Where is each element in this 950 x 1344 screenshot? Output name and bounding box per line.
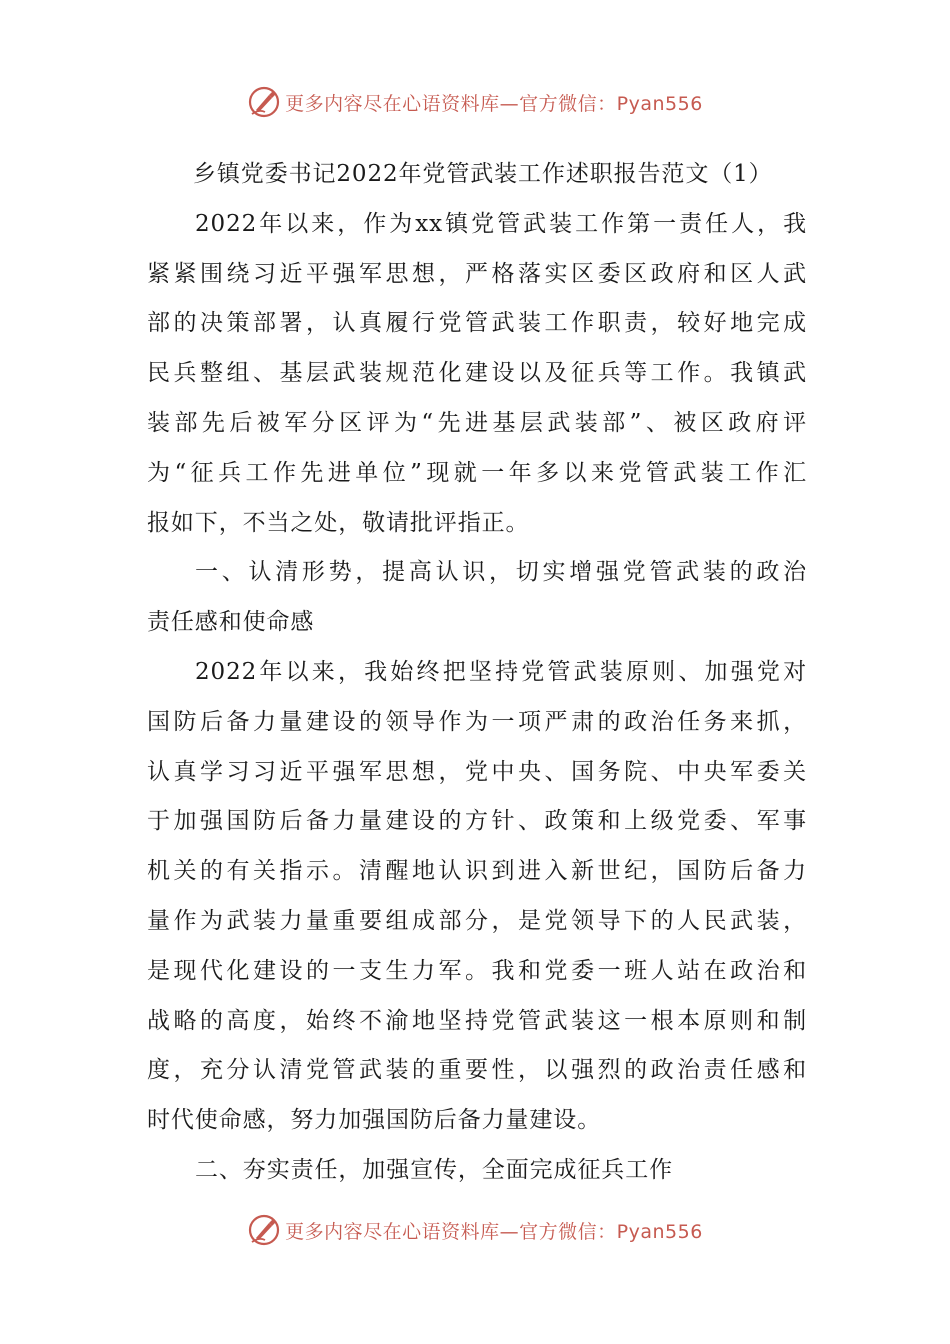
paragraph-line: 于加强国防后备力量建设的方针、政策和上级党委、军事: [147, 808, 807, 835]
watermark-banner-bottom: [0, 1210, 950, 1250]
watermark-text: 更多内容尽在心语资料库—官方微信：Pyan556: [285, 92, 703, 115]
paragraph-line: 紧紧围绕习近平强军思想，严格落实区委区政府和区人武: [147, 260, 807, 287]
paragraph-line: 度，充分认清党管武装的重要性，以强烈的政治责任感和: [147, 1057, 807, 1084]
pen-seal-icon: [247, 85, 281, 119]
watermark-banner-top: [0, 82, 950, 122]
section-heading-cont: 责任感和使命感: [147, 609, 315, 636]
paragraph-line: 民兵整组、基层武装规范化建设以及征兵等工作。我镇武: [147, 360, 807, 387]
paragraph-line: 2022年以来，我始终把坚持党管武装原则、加强党对: [195, 658, 807, 685]
pen-seal-icon: [247, 1213, 281, 1247]
paragraph-line: 认真学习习近平强军思想，党中央、国务院、中央军委关: [147, 758, 807, 785]
document-title: 乡镇党委书记2022年党管武装工作述职报告范文（1）: [193, 161, 773, 187]
paragraph-line: 报如下，不当之处，敬请批评指正。: [147, 509, 530, 536]
paragraph-line: 国防后备力量建设的领导作为一项严肃的政治任务来抓，: [147, 708, 807, 735]
paragraph-line: 量作为武装力量重要组成部分，是党领导下的人民武装，: [147, 907, 807, 934]
paragraph-line: 为“征兵工作先进单位”现就一年多以来党管武装工作汇: [147, 459, 807, 486]
paragraph-line: 2022年以来，作为xx镇党管武装工作第一责任人，我: [195, 210, 807, 237]
paragraph-line: 装部先后被军分区评为“先进基层武装部”、被区政府评: [147, 409, 807, 436]
paragraph-line: 时代使命感，努力加强国防后备力量建设。: [147, 1107, 602, 1134]
section-heading: 二、夯实责任，加强宣传，全面完成征兵工作: [195, 1156, 673, 1183]
section-heading: 一、认清形势，提高认识，切实增强党管武装的政治: [195, 559, 807, 586]
paragraph-line: 部的决策部署，认真履行党管武装工作职责，较好地完成: [147, 310, 807, 337]
watermark-text: 更多内容尽在心语资料库—官方微信：Pyan556: [285, 1220, 703, 1243]
paragraph-line: 是现代化建设的一支生力军。我和党委一班人站在政治和: [147, 957, 807, 984]
paragraph-line: 机关的有关指示。清醒地认识到进入新世纪，国防后备力: [147, 858, 807, 885]
paragraph-line: 战略的高度，始终不渝地坚持党管武装这一根本原则和制: [147, 1007, 807, 1034]
document-body: [147, 150, 807, 1196]
